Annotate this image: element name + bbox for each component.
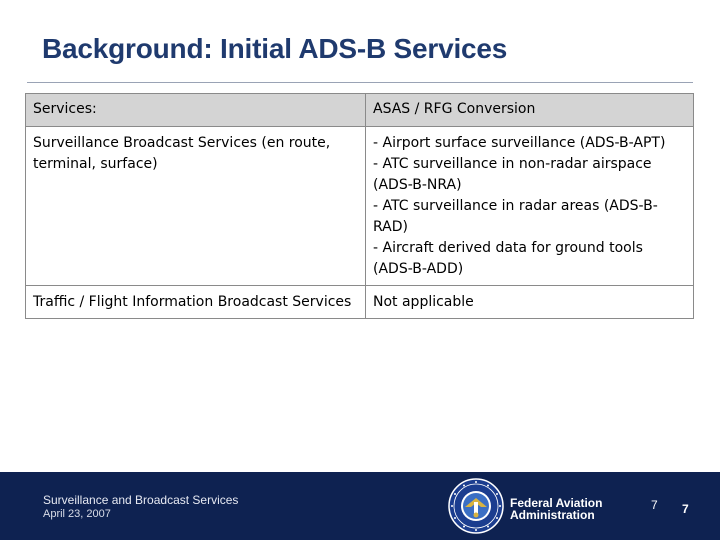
footer-date: April 23, 2007: [43, 508, 111, 520]
service-cell: Traffic / Flight Information Broadcast Services: [26, 286, 366, 319]
slide-title: Background: Initial ADS-B Services: [42, 33, 508, 64]
table-row: [26, 286, 694, 319]
agency-name-line1: Federal Aviation: [510, 496, 603, 510]
agency-name: [510, 497, 602, 521]
list-item: - Airport surface surveillance (ADS-B-APT): [373, 135, 666, 151]
conversion-cell: [366, 127, 694, 286]
table-header-row: [26, 94, 694, 127]
list-item: Not applicable: [373, 294, 474, 310]
faa-seal-icon: [448, 478, 504, 534]
list-item: - ATC surveillance in radar areas (ADS-B-RAD): [373, 198, 658, 235]
page-number: 7: [651, 498, 658, 512]
footer-bar: [0, 472, 720, 540]
slide-number: 7: [682, 502, 689, 516]
list-item: - ATC surveillance in non-radar airspace (ADS-B-NRA): [373, 156, 652, 193]
title-divider: [27, 82, 693, 83]
agency-name-line2: Administration: [510, 508, 595, 522]
services-table: [25, 93, 694, 319]
list-item: - Aircraft derived data for ground tools (ADS-B-ADD): [373, 240, 643, 277]
header-services: Services:: [26, 94, 366, 127]
header-conversion: ASAS / RFG Conversion: [366, 94, 694, 127]
table-row: [26, 127, 694, 286]
service-cell: Surveillance Broadcast Services (en route, terminal, surface): [26, 127, 366, 286]
conversion-cell: [366, 286, 694, 319]
footer-presentation-title: Surveillance and Broadcast Services: [43, 493, 239, 507]
